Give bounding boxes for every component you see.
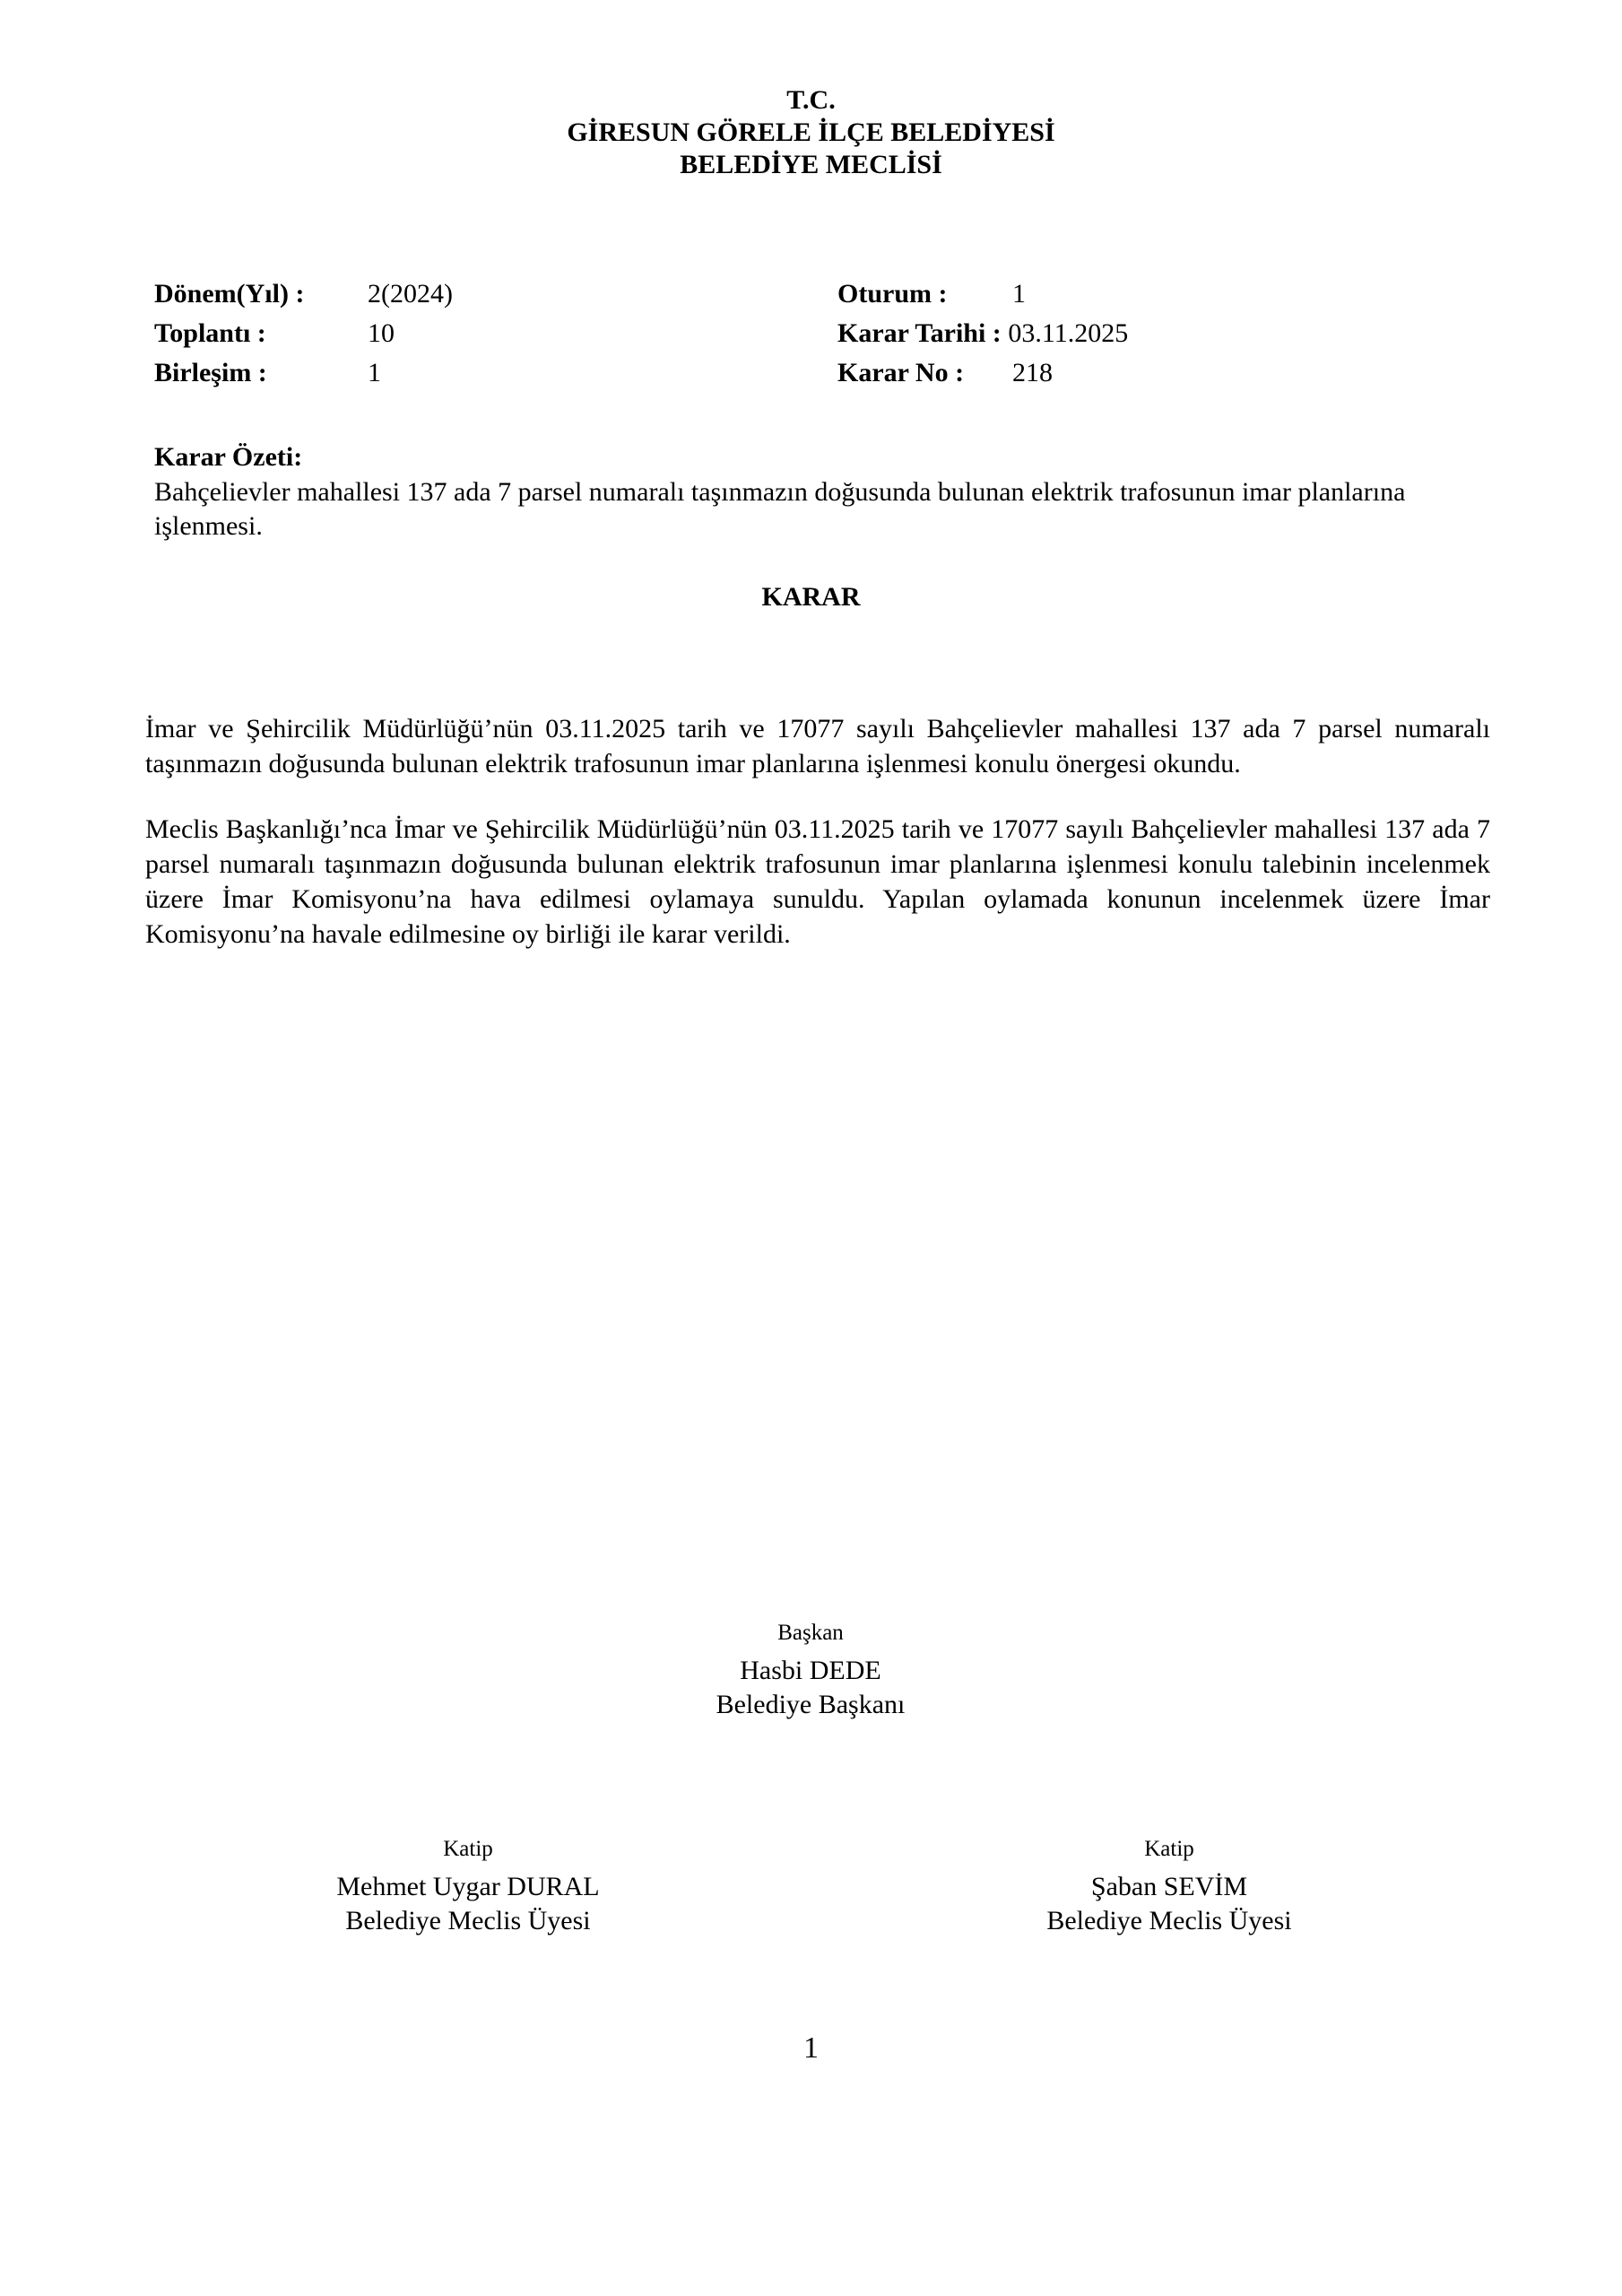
oturum-value: 1	[1012, 279, 1026, 309]
birlesim-value: 1	[368, 358, 381, 387]
karar-no-label: Karar No :	[837, 358, 965, 387]
signature-role: Katip	[1144, 1837, 1194, 1861]
summary-text: Bahçelievler mahallesi 137 ada 7 parsel numaralı taşınmazın doğusunda bulunan elektrik trafosunun imar planlarına işlenmesi.	[154, 477, 1406, 541]
birlesim-label: Birleşim :	[154, 358, 267, 387]
header-municipality: GİRESUN GÖRELE İLÇE BELEDİYESİ	[567, 117, 1055, 147]
signature-role: Başkan	[777, 1621, 844, 1645]
decision-paragraph-2: Meclis Başkanlığı’nca İmar ve Şehircilik Müdürlüğü’nün 03.11.2025 tarih ve 17077 sayılı Bahçelievler mahallesi 137 ada 7 parsel numaralı taşınmazın doğusunda bulunan elektrik trafosunun imar planlarına işlenmesi konulu talebinin incelenmek üzere İmar Komisyonu’na hava edilmesi oylamaya sunuldu. Yapılan oylamada konunun incelenmek üzere İmar Komisyonu’na havale edilmesine oy birliği ile karar verildi.	[145, 814, 1490, 949]
signature-name: Şaban SEVİM	[1090, 1872, 1248, 1901]
signature-katip-left	[289, 1836, 647, 1938]
donem-label: Dönem(Yıl) :	[154, 279, 305, 309]
donem-value: 2(2024)	[368, 279, 453, 309]
karar-tarihi-value: 03.11.2025	[1008, 318, 1129, 348]
header-council: BELEDİYE MECLİSİ	[680, 150, 942, 179]
page-number: 1	[803, 2031, 819, 2065]
signature-title: Belediye Meclis Üyesi	[345, 1906, 591, 1935]
decision-paragraph-1: İmar ve Şehircilik Müdürlüğü’nün 03.11.2025 tarih ve 17077 sayılı Bahçelievler mahallesi 137 ada 7 parsel numaralı taşınmazın doğusunda bulunan elektrik trafosunun imar planlarına işlenmesi konulu önergesi okundu.	[145, 714, 1490, 778]
signature-role: Katip	[443, 1837, 493, 1861]
karar-tarihi-label: Karar Tarihi :	[837, 318, 1002, 348]
toplanti-value: 10	[368, 318, 395, 348]
signature-title: Belediye Meclis Üyesi	[1046, 1906, 1292, 1935]
toplanti-label: Toplantı :	[154, 318, 266, 348]
karar-no-value: 218	[1012, 358, 1053, 387]
signature-name: Hasbi DEDE	[740, 1656, 881, 1685]
signature-katip-right	[990, 1836, 1349, 1938]
signature-name: Mehmet Uygar DURAL	[336, 1872, 600, 1901]
decision-title: KARAR	[761, 582, 861, 612]
summary-title: Karar Özeti:	[154, 442, 303, 472]
karar-tarihi-line	[837, 317, 1128, 350]
signature-title: Belediye Başkanı	[716, 1690, 906, 1719]
header-tc: T.C.	[786, 85, 836, 115]
oturum-label: Oturum :	[837, 279, 948, 309]
signature-baskan	[631, 1620, 990, 1722]
